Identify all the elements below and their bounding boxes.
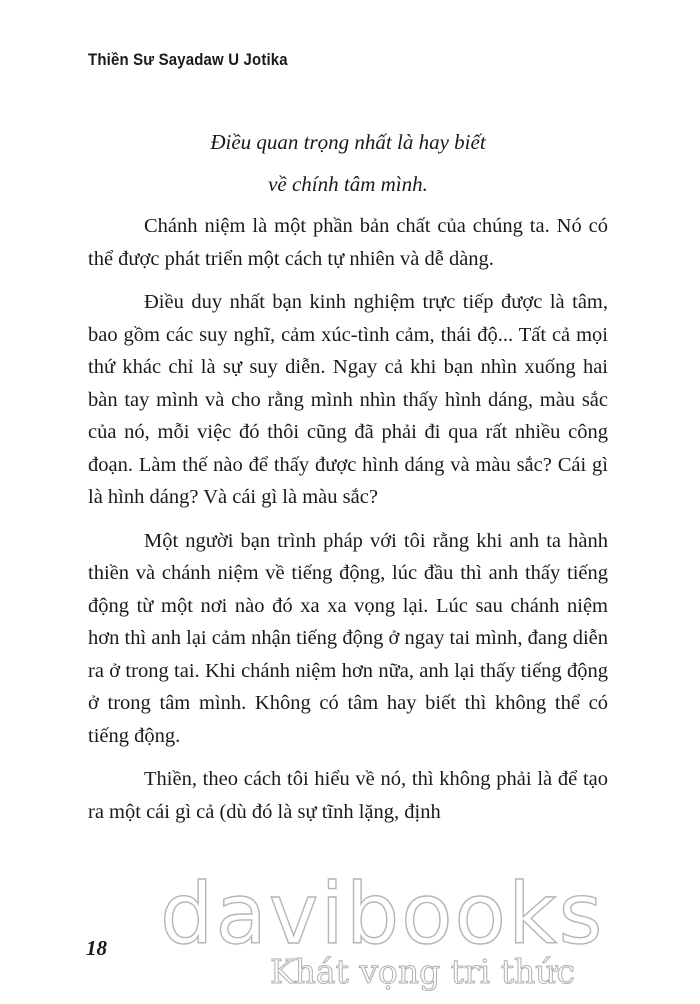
paragraph-3: Một người bạn trình pháp với tôi rằng khi anh ta hành thiền và chánh niệm về tiếng động, lúc đầu thì anh thấy tiếng động từ một nơi nào đó xa xa vọng lại. Lúc sau chánh niệm hơn thì anh lại cảm nhận tiếng động ở ngay tai mình, đang diễn ra ở trong tai. Khi chánh niệm hơn nữa, anh lại thấy tiếng động ở trong tâm mình. Không có tâm hay biết thì không thể có tiếng động. — [88, 529, 608, 747]
running-head: Thiền Sư Sayadaw U Jotika — [88, 50, 288, 69]
watermark-logo: davibooks — [160, 865, 605, 963]
page-number: 18 — [86, 936, 107, 960]
epigraph-line-1: Điều quan trọng nhất là hay biết — [210, 130, 486, 154]
watermark-tagline: Khát vọng tri thức — [270, 952, 576, 991]
epigraph-line-2: về chính tâm mình. — [268, 172, 428, 196]
watermark — [160, 865, 605, 991]
paragraph-2: Điều duy nhất bạn kinh nghiệm trực tiếp được là tâm, bao gồm các suy nghĩ, cảm xúc-tình cảm, thái độ... Tất cả mọi thứ khác chỉ là sự suy diễn. Ngay cả khi bạn nhìn xuống hai bàn tay mình và cho rằng mình nhìn thấy hình dáng, màu sắc của nó, mỗi việc đó thôi cũng đã phải đi qua rất nhiều công đoạn. Làm thế nào để thấy được hình dáng và màu sắc? Cái gì là hình dáng? Và cái gì là màu sắc? — [88, 291, 608, 508]
paragraph-4: Thiền, theo cách tôi hiểu về nó, thì không phải là để tạo ra một cái gì cả (dù đó là sự tĩnh lặng, định — [88, 768, 608, 823]
body-text — [88, 210, 608, 828]
paragraph-1: Chánh niệm là một phần bản chất của chúng ta. Nó có thể được phát triển một cách tự nhiên và dễ dàng. — [88, 215, 608, 270]
